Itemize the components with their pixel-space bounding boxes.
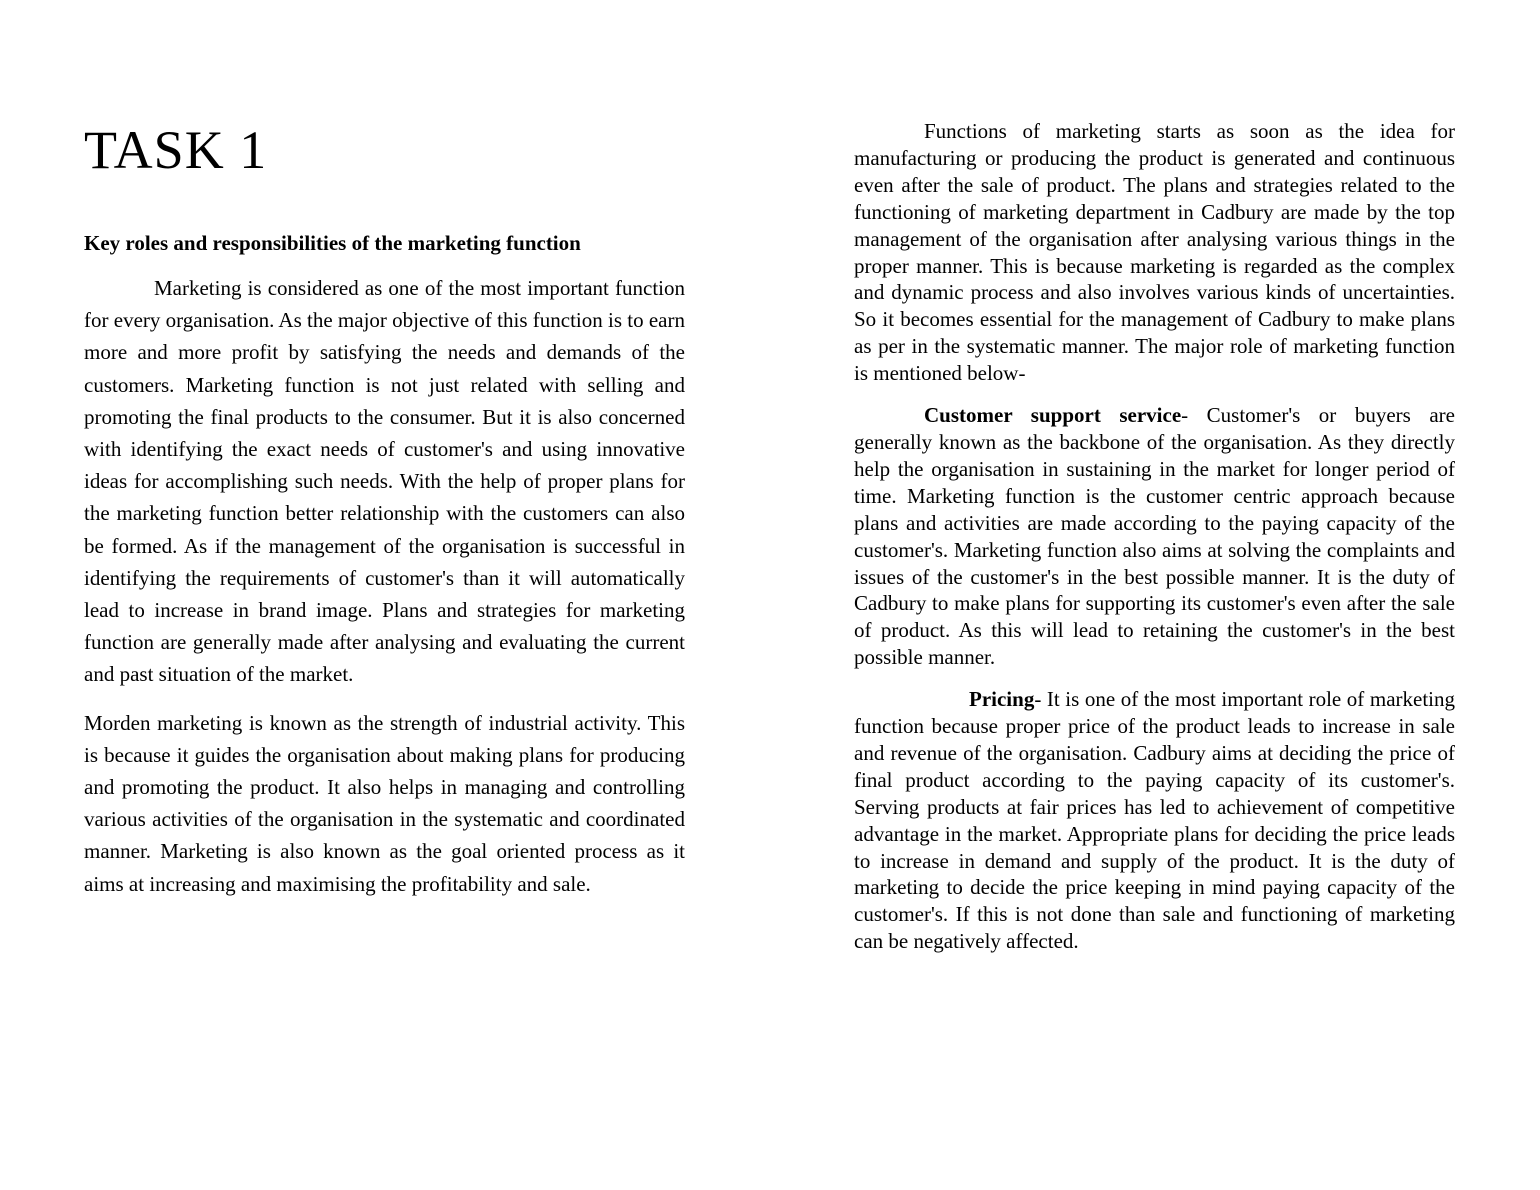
left-body-text xyxy=(84,272,685,916)
pricing-paragraph xyxy=(854,686,1455,955)
marketing-intro-paragraph: Marketing is considered as one of the most important function for every organisation. As the major objective of this function is to earn more and more profit by satisfying the needs and demands of the customers. Marketing function is not just related with selling and promoting the final products to the consumer. But it is also concerned with identifying the exact needs of customer's and using innovative ideas for accomplishing such needs. With the help of proper plans for the marketing function better relationship with the customers can also be formed. As if the management of the organisation is successful in identifying the requirements of customer's than it will automatically lead to increase in brand image. Plans and strategies for marketing function are generally made after analysing and evaluating the current and past situation of the market. xyxy=(84,276,685,687)
task-title: TASK 1 xyxy=(84,120,268,180)
section-heading: Key roles and responsibilities of the marketing function xyxy=(84,231,581,255)
right-body-text xyxy=(854,118,1455,970)
customer-support-term: Customer support service xyxy=(924,403,1182,428)
customer-support-paragraph xyxy=(854,402,1455,671)
right-page xyxy=(770,0,1540,1190)
customer-support-text: - Customer's or buyers are generally known as the backbone of the organisation. As they directly help the organisation in sustaining in the market for longer period of time. Marketing function is the customer centric approach because plans and activities are made according to the paying capacity of the customer's. Marketing function also aims at solving the complaints and issues of the customer's in the best possible manner. It is the duty of Cadbury to make plans for supporting its customer's even after the sale of product. As this will lead to retaining the customer's in the best possible manner. xyxy=(854,403,1455,670)
pricing-text: - It is one of the most important role of marketing function because proper price of the product leads to increase in sale and revenue of the organisation. Cadbury aims at deciding the price of final product according to the paying capacity of its customer's. Serving products at fair prices has led to achievement of competitive advantage in the market. Appropriate plans for deciding the price leads to increase in demand and supply of the product. It is the duty of marketing to decide the price keeping in mind paying capacity of the customer's. If this is not done than sale and functioning of marketing can be negatively affected. xyxy=(854,687,1455,954)
modern-marketing-paragraph: Morden marketing is known as the strength of industrial activity. This is because it guides the organisation about making plans for producing and promoting the product. It also helps in managing and controlling various activities of the organisation in the systematic and coordinated manner. Marketing is also known as the goal oriented process as it aims at increasing and maximising the profitability and sale. xyxy=(84,710,685,896)
pricing-term: Pricing xyxy=(969,687,1035,712)
functions-intro-paragraph: Functions of marketing starts as soon as the idea for manufacturing or producing the product is generated and continuous even after the sale of product. The plans and strategies related to the functioning of marketing department in Cadbury are made by the top management of the organisation after analysing various things in the proper manner. This is because marketing is regarded as the complex and dynamic process and also involves various kinds of uncertainties. So it becomes essential for the management of Cadbury to make plans as per in the systematic manner. The major role of marketing function is mentioned below- xyxy=(854,119,1455,386)
